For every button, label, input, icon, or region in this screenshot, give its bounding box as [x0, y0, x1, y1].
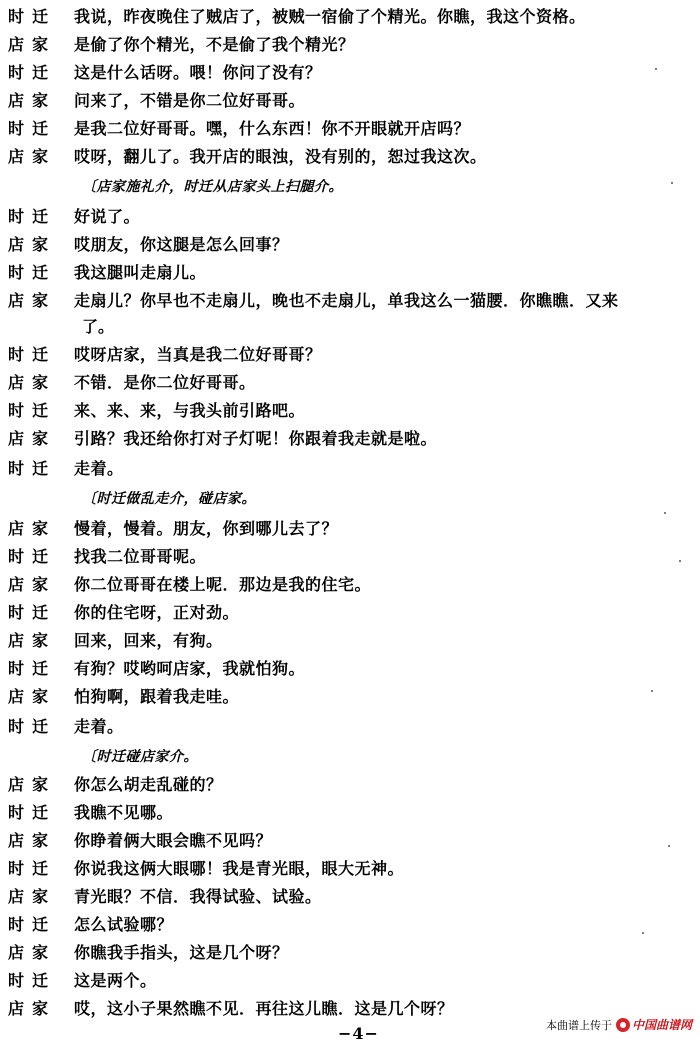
scan-speck: [671, 182, 673, 184]
speech-text: 走扇儿？你早也不走扇儿，晚也不走扇儿，单我这么一猫腰．你瞧瞧．又来: [74, 291, 619, 310]
speaker-name: 时迁: [8, 915, 57, 934]
scan-speck: [668, 845, 670, 847]
dialogue-line: [8, 628, 694, 654]
dialogue-line: [8, 88, 694, 114]
speaker-name: 店家: [8, 943, 57, 962]
dialogue-line: [8, 800, 694, 826]
speech-text: 你的住宅呀，正对劲。: [74, 603, 240, 622]
scan-speck: [679, 560, 681, 562]
speaker-name: 店家: [8, 575, 57, 594]
speaker-name: 时迁: [8, 207, 57, 226]
dialogue-line: [8, 204, 694, 230]
speech-text: 问来了，不错是你二位好哥哥。: [74, 91, 306, 110]
speech-text: 这是两个。: [74, 971, 157, 990]
speaker-name: 店家: [8, 831, 57, 850]
dialogue-line: [8, 968, 694, 994]
speech-text: 我说，昨夜晚住了贼店了，被贼一宿偷了个精光。你瞧，我这个资格。: [74, 7, 586, 26]
dialogue-line: [8, 516, 694, 542]
dialogue-line: [8, 342, 694, 368]
speech-continuation: 了。: [82, 317, 115, 336]
dialogue-line: [8, 572, 694, 598]
speech-text: 哎呀店家，当真是我二位好哥哥？: [74, 345, 322, 364]
speech-text: 是我二位好哥哥。嘿，什么东西！你不开眼就开店吗？: [74, 119, 471, 138]
upload-note: [546, 1016, 692, 1033]
dialogue-line: [8, 600, 694, 626]
stage-direction: 〔时迁做乱走介，碰店家。: [82, 491, 256, 507]
dialogue-line: [8, 4, 694, 30]
speaker-name: 时迁: [8, 401, 57, 420]
scan-speck: [642, 932, 644, 934]
speech-text: 我瞧不见哪。: [74, 803, 174, 822]
speech-text: 走着。: [74, 717, 124, 736]
dialogue-line: [8, 772, 694, 798]
speaker-name: 店家: [8, 775, 57, 794]
stage-direction: 〔店家施礼介，时迁从店家头上扫腿介。: [82, 179, 343, 195]
speech-text: 引路？我还给你打对子灯呢！你跟着我走就是啦。: [74, 429, 438, 448]
speech-text: 你二位哥哥在楼上呢．那边是我的住宅。: [74, 575, 372, 594]
speech-text: 走着。: [74, 459, 124, 478]
speaker-name: 时迁: [8, 717, 57, 736]
speech-text: 这是什么话呀。喂！你问了没有？: [74, 63, 322, 82]
speaker-name: 店家: [8, 91, 57, 110]
scan-speck: [664, 512, 666, 514]
speech-text: 哎，这小子果然瞧不见．再往这儿瞧．这是几个呀？: [74, 999, 454, 1018]
speaker-name: 时迁: [8, 971, 57, 990]
speaker-name: 店家: [8, 519, 57, 538]
speaker-name: 店家: [8, 999, 57, 1018]
dialogue-line: [8, 426, 694, 452]
speech-text: 你说我这俩大眼哪！我是青光眼，眼大无神。: [74, 859, 405, 878]
dialogue-line: [8, 116, 694, 142]
speech-text: 来、来、来，与我头前引路吧。: [74, 401, 306, 420]
speech-text: 你怎么胡走乱碰的？: [74, 775, 223, 794]
speech-text: 哎呀，翻儿了。我开店的眼浊，没有别的，恕过我这次。: [74, 147, 487, 166]
site-logo-icon: [616, 1018, 630, 1032]
dialogue-line: [8, 456, 694, 482]
dialogue-line: [8, 232, 694, 258]
speaker-name: 店家: [8, 235, 57, 254]
dialogue-line: [8, 288, 694, 314]
speech-text: 你睁着俩大眼会瞧不见吗？: [74, 831, 273, 850]
dialogue-line: [8, 32, 694, 58]
speaker-name: 时迁: [8, 63, 57, 82]
scan-speck: [655, 68, 657, 70]
speech-text: 找我二位哥哥呢。: [74, 547, 207, 566]
site-logo[interactable]: [616, 1016, 692, 1033]
speaker-name: 时迁: [8, 119, 57, 138]
speaker-name: 店家: [8, 687, 57, 706]
speech-text: 我这腿叫走扇儿。: [74, 263, 207, 282]
dialogue-line: [8, 940, 694, 966]
speech-text: 哎朋友，你这腿是怎么回事？: [74, 235, 289, 254]
dialogue-line: [8, 912, 694, 938]
speaker-name: 时迁: [8, 459, 57, 478]
dialogue-line: [8, 144, 694, 170]
dialogue-line: [8, 370, 694, 396]
speaker-name: 店家: [8, 35, 57, 54]
dialogue-line: [8, 656, 694, 682]
stage-direction: 〔时迁碰店家介。: [82, 749, 198, 765]
speech-text: 有狗？哎哟呵店家，我就怕狗。: [74, 659, 306, 678]
speaker-name: 时迁: [8, 803, 57, 822]
speech-text: 好说了。: [74, 207, 141, 226]
speech-text: 青光眼？不信．我得试验、试验。: [74, 887, 322, 906]
speaker-name: 店家: [8, 291, 57, 310]
speaker-name: 时迁: [8, 263, 57, 282]
speech-text: 是偷了你个精光，不是偷了我个精光？: [74, 35, 355, 54]
dialogue-line: [8, 60, 694, 86]
speech-text: 你瞧我手指头，这是几个呀？: [74, 943, 289, 962]
speaker-name: 时迁: [8, 7, 57, 26]
dialogue-line: [8, 398, 694, 424]
scan-speck: [651, 690, 653, 692]
dialogue-line: [8, 828, 694, 854]
dialogue-line: [8, 856, 694, 882]
speaker-name: 时迁: [8, 603, 57, 622]
dialogue-line: [8, 260, 694, 286]
speaker-name: 时迁: [8, 859, 57, 878]
dialogue-line: [8, 684, 694, 710]
speaker-name: 店家: [8, 373, 57, 392]
dialogue-line: [8, 884, 694, 910]
speech-text: 怎么试验哪？: [74, 915, 174, 934]
dialogue-line: [8, 544, 694, 570]
dialogue-line: [8, 714, 694, 740]
page-number: −4−: [338, 1024, 379, 1043]
speaker-name: 店家: [8, 147, 57, 166]
upload-note-text: 本曲谱上传于: [545, 1018, 612, 1032]
speaker-name: 时迁: [8, 345, 57, 364]
speaker-name: 时迁: [8, 659, 57, 678]
speaker-name: 店家: [8, 887, 57, 906]
speech-text: 回来，回来，有狗。: [74, 631, 223, 650]
speaker-name: 店家: [8, 429, 57, 448]
site-logo-text: 中国曲谱网: [631, 1018, 692, 1032]
speech-text: 怕狗啊，跟着我走哇。: [74, 687, 240, 706]
speaker-name: 时迁: [8, 547, 57, 566]
speech-text: 慢着，慢着。朋友，你到哪儿去了？: [74, 519, 339, 538]
speaker-name: 店家: [8, 631, 57, 650]
speech-text: 不错．是你二位好哥哥。: [74, 373, 256, 392]
